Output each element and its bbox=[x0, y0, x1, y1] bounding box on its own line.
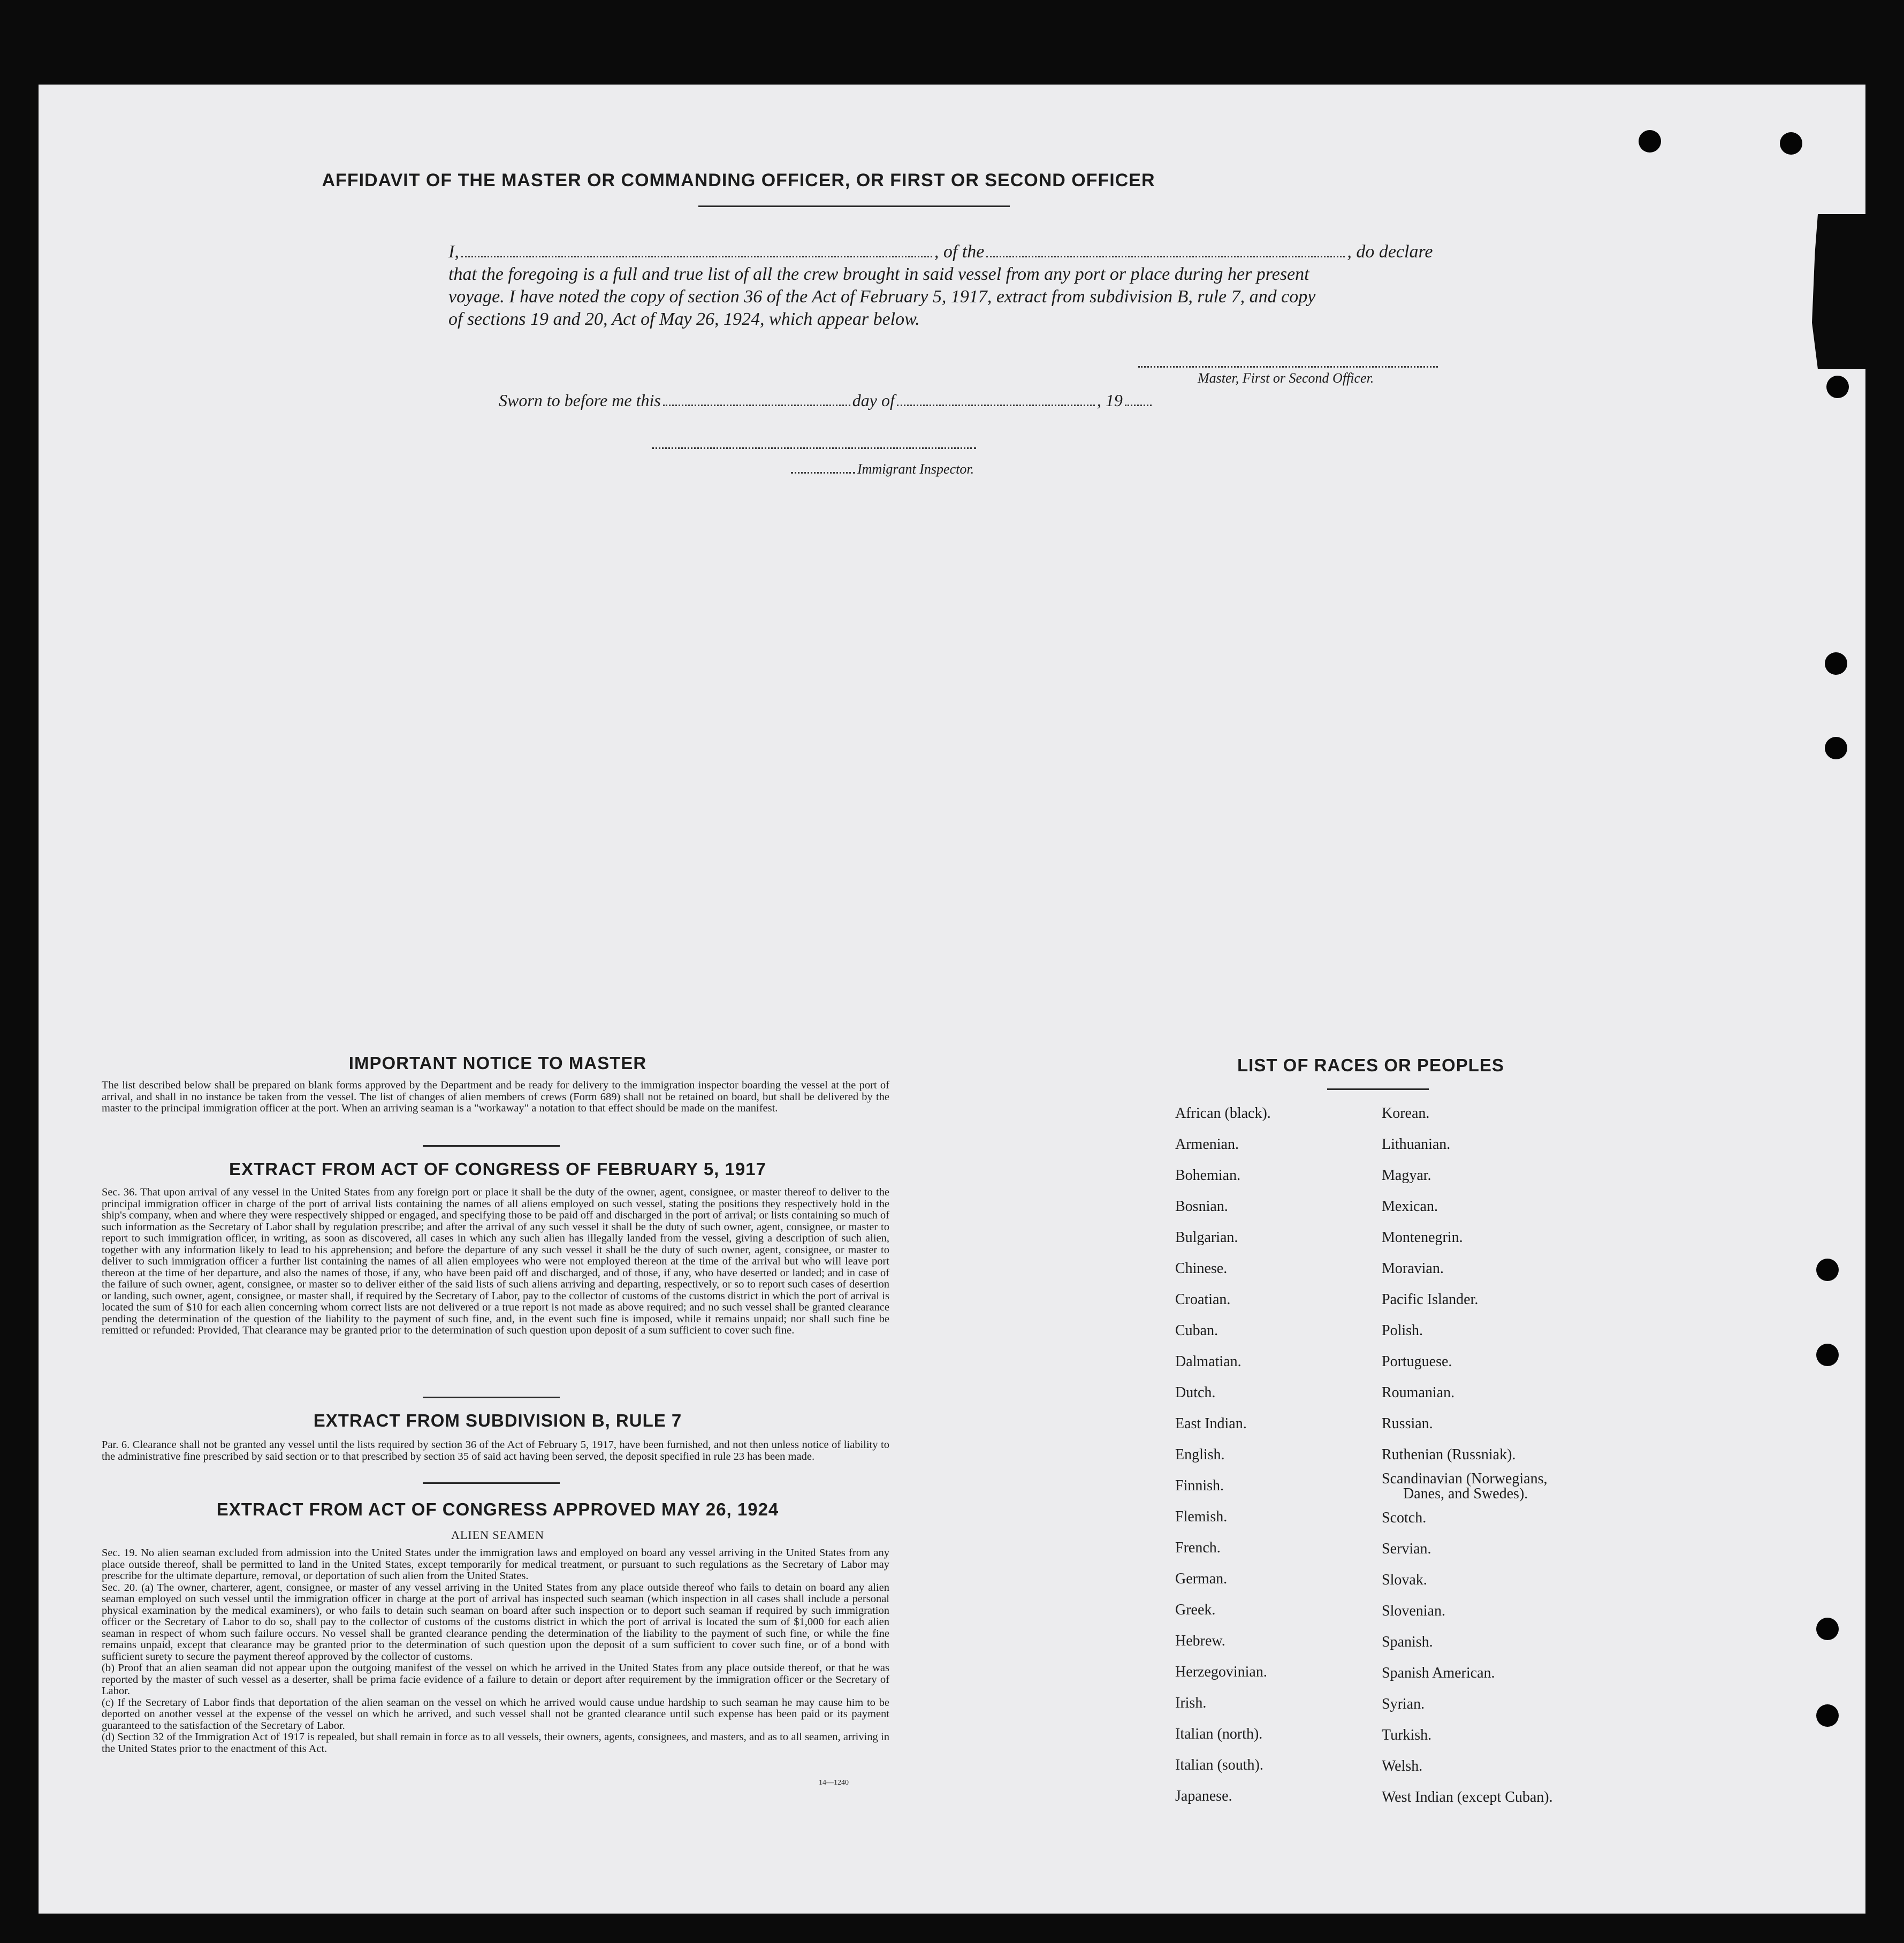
affidavit-line-1 bbox=[448, 241, 1476, 263]
race-item: Slovak. bbox=[1382, 1572, 1427, 1588]
race-item: African (black). bbox=[1175, 1105, 1271, 1122]
extract-1917-body: Sec. 36. That upon arrival of any vessel in the United States from any foreign port or place it shall be the duty of the owner, agent, consignee, or master thereof to deliver to the principal immigration officer in charge of the port of arrival lists containing the names of all aliens employed on such vessel, stating the positions they respectively hold in the ship's company, when and where they were respectively shipped or engaged, and specifying those to be paid off and discharged in the port of arrival; or lists containing so much of such information as the Secretary of Labor shall by regulation prescribe; and after the arrival of any such vessel it shall be the duty of such owner, agent, consignee, or master to report to such immigration officer, in writing, as soon as discovered, all cases in which any such alien has illegally landed from the vessel, giving a description of such alien, together with any information likely to lead to his apprehension; and before the departure of any such vessel it shall be the duty of such owner, agent, consignee, or master to deliver to such immigration officer a further list containing the names of all alien employees who were not employed thereon at the time of the arrival but who will leave port thereon at the time of her departure, and also the names of those, if any, who have been paid off and discharged, and of those, if any, who have deserted or landed; and in case of the failure of such owner, agent, consignee, or master so to deliver either of the said lists of such aliens arriving and departing, respectively, or so to report such cases of desertion or landing, such owner, agent, consignee, or master shall, if required by the Secretary of Labor, pay to the collector of customs of the customs district in which the port of arrival is located the sum of $10 for each alien concerning whom correct lists are not delivered or a true report is not made as above required; and no such vessel shall be granted clearance pending the determination of the question of the liability to the payment of such fine, and, in the event such fine is imposed, while it remains unpaid; nor shall such fine be remitted or refunded: Provided, That clearance may be granted prior to the determination of such question upon deposit of a sum sufficient to cover such fine. bbox=[102, 1186, 889, 1336]
race-item: West Indian (except Cuban). bbox=[1382, 1789, 1553, 1805]
sec-20a: Sec. 20. (a) The owner, charterer, agent, consignee, or master of any vessel arriving in the United States from any place outside thereof who fails to detain on board any alien seaman employed on such vessel until the immigration officer in charge at the port of arrival has inspected such seaman (which inspection in all cases shall include a personal physical examination by the medical examiners), or who fails to detain such seaman on board after such inspection or to deport such seaman if required by such immigration officer or the Secretary of Labor to do so, shall pay to the collector of customs of the customs district in which the port of arrival is located the sum of $1,000 for each alien seaman in respect of whom such failure occurs. No vessel shall be granted clearance pending the determination of the liability to the payment of such fine, or while the fine remains unpaid, except that clearance may be granted prior to the determination of such question upon the deposit of a sum sufficient to cover such fine, or of a bond with sufficient surety to secure the payment thereof approved by the collector of customs. bbox=[102, 1581, 889, 1663]
punch-hole bbox=[1639, 130, 1661, 153]
race-item: Chinese. bbox=[1175, 1260, 1228, 1277]
race-item: Roumanian. bbox=[1382, 1384, 1455, 1401]
year-blank bbox=[1125, 404, 1152, 406]
month-blank bbox=[897, 404, 1095, 406]
inspector-blank bbox=[791, 471, 855, 474]
sec-20c: (c) If the Secretary of Labor finds that deportation of the alien seaman on the vessel on which he arrived would cause undue hardship to such seaman he may cause him to be deported on another vessel at the expense of the vessel on which he arrived, and such vessel shall not be granted clearance until such expense has been paid or its payment guaranteed to the satisfaction of the Secretary of Labor. bbox=[102, 1696, 889, 1732]
race-item: Herzegovinian. bbox=[1175, 1664, 1267, 1680]
race-item: Slovenian. bbox=[1382, 1603, 1445, 1619]
race-item: Croatian. bbox=[1175, 1291, 1231, 1308]
race-item: Russian. bbox=[1382, 1415, 1433, 1432]
race-item: Portuguese. bbox=[1382, 1353, 1452, 1370]
extract-1924-heading: EXTRACT FROM ACT OF CONGRESS APPROVED MAY 26, 1924 bbox=[216, 1499, 779, 1519]
divider bbox=[1327, 1088, 1429, 1090]
punch-hole bbox=[1780, 132, 1802, 155]
race-item-continued: Danes, and Swedes). bbox=[1403, 1485, 1528, 1502]
race-item: Japanese. bbox=[1175, 1788, 1232, 1804]
sworn-line bbox=[499, 391, 1154, 410]
race-item: Spanish. bbox=[1382, 1634, 1433, 1650]
extract-1924-body bbox=[102, 1548, 889, 1755]
day-blank bbox=[663, 404, 850, 406]
sec-20d: (d) Section 32 of the Immigration Act of 1917 is repealed, but shall remain in force as to all vessels, their owners, agents, consignees, and masters, and as to all seamen, arriving in the United States prior to the enactment of this Act. bbox=[102, 1731, 889, 1755]
alien-seamen-subheading: ALIEN SEAMEN bbox=[451, 1528, 544, 1542]
form-number: 14—1240 bbox=[819, 1779, 849, 1787]
race-item: Moravian. bbox=[1382, 1260, 1444, 1277]
punch-hole bbox=[1826, 376, 1849, 398]
affidavit-i: I, bbox=[448, 242, 459, 262]
race-item: Korean. bbox=[1382, 1105, 1430, 1122]
race-item: Syrian. bbox=[1382, 1696, 1425, 1712]
vessel-blank bbox=[986, 255, 1345, 257]
race-item: German. bbox=[1175, 1571, 1228, 1587]
affidavit-do-declare: , do declare bbox=[1347, 242, 1433, 262]
sec-19: Sec. 19. No alien seaman excluded from admission into the United States under the immigration laws and employed on board any vessel arriving in the United States from any place outside thereof, shall be permitted to land in the United States, except temporarily for medical treatment, or pursuant to such regulations as the Secretary of Labor may prescribe for the ultimate departure, removal, or deportation of such alien from the United States. bbox=[102, 1547, 889, 1582]
race-item: Mexican. bbox=[1382, 1198, 1438, 1215]
race-item: French. bbox=[1175, 1540, 1221, 1556]
subdivision-body: Par. 6. Clearance shall not be granted any vessel until the lists required by section 36 of the Act of February 5, 1917, have been furnished, and not then unless notice of liability to the administrative fine prescribed by said section or to that prescribed by section 35 of said act having been served, the deposit specified in rule 23 has been made. bbox=[102, 1439, 889, 1462]
torn-corner bbox=[1812, 214, 1871, 369]
notice-heading: IMPORTANT NOTICE TO MASTER bbox=[348, 1053, 647, 1073]
sworn-text: Sworn to before me this bbox=[499, 391, 661, 410]
races-left-column bbox=[1175, 1098, 1271, 1812]
race-item: Welsh. bbox=[1382, 1758, 1423, 1774]
punch-hole bbox=[1825, 652, 1847, 675]
race-item: Armenian. bbox=[1175, 1136, 1239, 1153]
race-item: Servian. bbox=[1382, 1541, 1431, 1557]
race-item: English. bbox=[1175, 1446, 1225, 1463]
punch-hole bbox=[1816, 1344, 1839, 1366]
extract-1917-heading: EXTRACT FROM ACT OF CONGRESS OF FEBRUARY 5, 1917 bbox=[229, 1159, 766, 1179]
race-item: Lithuanian. bbox=[1382, 1136, 1451, 1153]
divider bbox=[423, 1397, 560, 1398]
race-item: Bohemian. bbox=[1175, 1167, 1241, 1184]
race-item: Scotch. bbox=[1382, 1510, 1427, 1526]
race-item: Dutch. bbox=[1175, 1384, 1216, 1401]
race-item: Irish. bbox=[1175, 1695, 1207, 1711]
race-item: Cuban. bbox=[1175, 1322, 1218, 1339]
race-item: Hebrew. bbox=[1175, 1633, 1225, 1649]
race-item: Flemish. bbox=[1175, 1508, 1228, 1525]
affidavit-line-4: of sections 19 and 20, Act of May 26, 1924, which appear below. bbox=[448, 309, 920, 329]
race-item: Dalmatian. bbox=[1175, 1353, 1242, 1370]
race-item: Finnish. bbox=[1175, 1477, 1224, 1494]
punch-hole bbox=[1825, 737, 1847, 759]
race-item: Ruthenian (Russniak). bbox=[1382, 1446, 1516, 1463]
inspector-label bbox=[789, 461, 974, 477]
affidavit-heading: AFFIDAVIT OF THE MASTER OR COMMANDING OFFICER, OR FIRST OR SECOND OFFICER bbox=[322, 170, 1155, 191]
day-of-text: day of bbox=[852, 391, 895, 410]
race-item: Magyar. bbox=[1382, 1167, 1431, 1184]
race-item: East Indian. bbox=[1175, 1415, 1247, 1432]
races-right-column bbox=[1382, 1098, 1553, 1813]
affidavit-line-3: voyage. I have noted the copy of section 36 of the Act of February 5, 1917, extract from subdivision B, rule 7, and copy bbox=[448, 287, 1316, 307]
name-blank bbox=[461, 255, 932, 257]
sec-20b: (b) Proof that an alien seaman did not appear upon the outgoing manifest of the vessel on which he arrived in the United States from any place outside thereof, or that he was reported by the master of such vessel as a deserter, shall be prima facie evidence of a failure to detain or deport after requirement by the immigration officer or the Secretary of Labor. bbox=[102, 1662, 889, 1697]
notice-body: The list described below shall be prepared on blank forms approved by the Department and be ready for delivery to the immigration inspector boarding the vessel at the port of arrival, and shall in no instance be taken from the vessel. The list of changes of alien members of crews (Form 689) shall not be retained on board, but shall be delivered by the master to the principal immigration officer at the port. When an arriving seaman is a "workaway" a notation to that effect should be made on the manifest. bbox=[102, 1079, 889, 1114]
punch-hole bbox=[1816, 1618, 1839, 1640]
race-item: Polish. bbox=[1382, 1322, 1423, 1339]
race-item: Turkish. bbox=[1382, 1727, 1432, 1743]
race-item: Bulgarian. bbox=[1175, 1229, 1238, 1246]
race-item: Italian (north). bbox=[1175, 1726, 1263, 1742]
inspector-signature-line bbox=[652, 447, 976, 449]
divider bbox=[423, 1482, 560, 1484]
race-item: Spanish American. bbox=[1382, 1665, 1495, 1681]
affidavit-of-the: , of the bbox=[934, 242, 985, 262]
punch-hole bbox=[1816, 1704, 1839, 1727]
year-text: , 19 bbox=[1096, 391, 1123, 410]
race-item: Greek. bbox=[1175, 1602, 1216, 1618]
races-heading: LIST OF RACES OR PEOPLES bbox=[1237, 1055, 1504, 1075]
race-item: Scandinavian (Norwegians, bbox=[1382, 1470, 1548, 1487]
punch-hole bbox=[1816, 1259, 1839, 1281]
race-item: Bosnian. bbox=[1175, 1198, 1228, 1215]
race-item: Montenegrin. bbox=[1382, 1229, 1463, 1246]
master-label: Master, First or Second Officer. bbox=[1198, 370, 1374, 386]
divider bbox=[423, 1145, 560, 1147]
divider bbox=[698, 205, 1010, 207]
master-signature-line bbox=[1138, 366, 1438, 368]
race-item: Pacific Islander. bbox=[1382, 1291, 1479, 1308]
inspector-label-text: Immigrant Inspector. bbox=[857, 461, 974, 477]
race-item-scandinavian bbox=[1382, 1470, 1553, 1503]
affidavit-line-2: that the foregoing is a full and true list of all the crew brought in said vessel from any port or place during her present bbox=[448, 264, 1309, 284]
race-item: Italian (south). bbox=[1175, 1757, 1263, 1773]
subdivision-heading: EXTRACT FROM SUBDIVISION B, RULE 7 bbox=[313, 1411, 682, 1430]
